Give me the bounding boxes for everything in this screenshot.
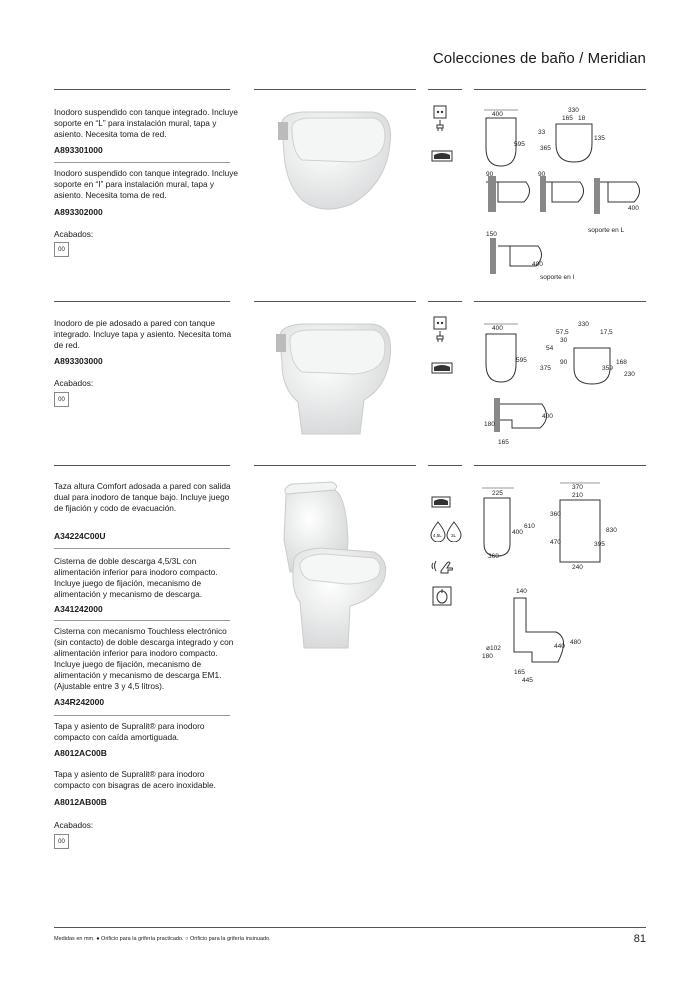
footer-rule: [54, 927, 646, 928]
technical-drawing-2: [478, 318, 648, 448]
footer-note: [54, 936, 271, 942]
rule: [254, 301, 416, 302]
dimension-label: 360: [550, 511, 561, 518]
rimless-bowl-icon: [431, 358, 453, 378]
dimension-label: 240: [572, 564, 583, 571]
dimension-label: 370: [572, 484, 583, 491]
product-description: Tapa y asiento de Supralit® para inodoro compacto con bisagras de acero inoxidable.: [54, 769, 216, 790]
dimension-label: 57,5: [556, 329, 569, 336]
product-code: A341242000: [54, 604, 103, 614]
flush-volume-label: 4,5L: [433, 533, 442, 538]
dimension-label: 230: [624, 371, 635, 378]
open-circle-icon: ○: [185, 936, 189, 942]
dimension-label: 165: [514, 669, 525, 676]
dimension-label: 30: [560, 337, 568, 344]
finishes-label: Acabados:: [54, 820, 94, 830]
finishes-label: Acabados:: [54, 378, 94, 388]
rule: [254, 89, 416, 90]
product-description: Inodoro suspendido con tanque integrado. Incluye soporte en “L” para instalación mural, tapa y asiento. Necesita toma de red.: [54, 107, 239, 139]
dimension-label: 400: [492, 111, 503, 118]
dimension-label: 610: [524, 523, 535, 530]
rule: [54, 162, 230, 163]
finish-swatch: 00: [54, 392, 69, 407]
dimension-label: 180: [484, 421, 495, 428]
footer-note-practiced: Orificio para la grifería practicado.: [101, 936, 184, 942]
rule: [54, 301, 230, 302]
support-label: soporte en L: [588, 227, 625, 234]
dimension-label: 400: [512, 529, 523, 536]
dimension-label: ø102: [486, 645, 501, 652]
product-description: Inodoro de pie adosado a pared con tanque integrado. Incluye tapa y asiento. Necesita toma de red.: [54, 318, 232, 350]
rimless-bowl-icon: [431, 492, 453, 512]
dimension-label: 210: [572, 492, 583, 499]
rule: [474, 89, 646, 90]
soft-close-seat-icon: [431, 586, 453, 606]
support-label: soporte en I: [540, 274, 575, 281]
dimension-label: 140: [516, 588, 527, 595]
wall-hung-toilet-image: [262, 104, 402, 214]
product-code: A34R242000: [54, 697, 105, 707]
dimension-label: 480: [570, 639, 581, 646]
filled-circle-icon: ●: [96, 936, 100, 942]
dimension-label: 150: [486, 231, 497, 238]
dimension-label: 445: [522, 677, 533, 684]
product-code: A8012AC00B: [54, 748, 107, 758]
product-description: Inodoro suspendido con tanque integrado. Incluye soporte en “I” para instalación mural, tapa y asiento. Necesita toma de red.: [54, 168, 239, 200]
technical-drawing-3: [478, 480, 648, 685]
dimension-label: 365: [540, 145, 551, 152]
rule: [428, 301, 462, 302]
finish-swatch: 00: [54, 834, 69, 849]
dimension-label: 400: [492, 325, 503, 332]
dimension-label: 375: [540, 365, 551, 372]
dimension-label: 33: [538, 129, 546, 136]
dimension-label: 330: [578, 321, 589, 328]
rule: [54, 465, 230, 466]
page-number: 81: [633, 933, 646, 945]
dimension-label: 168: [616, 359, 627, 366]
dimension-label: 359: [602, 365, 613, 372]
dimension-label: 17,5: [600, 329, 613, 336]
rule: [54, 715, 230, 716]
dimension-label: 360: [488, 553, 499, 560]
dimension-label: 830: [606, 527, 617, 534]
touchless-hand-icon: [431, 556, 453, 576]
close-coupled-toilet-image: [270, 480, 395, 655]
rule: [474, 301, 646, 302]
finish-swatch: 00: [54, 242, 69, 257]
rimless-bowl-icon: [431, 146, 453, 166]
technical-drawing-1: [478, 104, 648, 284]
dimension-label: 180: [482, 653, 493, 660]
power-outlet-icon: [429, 320, 451, 340]
dimension-label: 470: [550, 539, 561, 546]
product-code: A893302000: [54, 207, 103, 217]
dimension-label: 165: [562, 115, 573, 122]
footer-note-insinuated: Orificio para la grifería insinuado.: [189, 936, 271, 942]
dimension-label: 595: [516, 357, 527, 364]
dimension-label: 595: [514, 141, 525, 148]
dimension-label: 400: [542, 413, 553, 420]
rule: [54, 620, 230, 621]
dimension-label: 225: [492, 490, 503, 497]
page-title: Colecciones de baño / Meridian: [432, 50, 646, 67]
dimension-label: 400: [532, 261, 543, 268]
finishes-label: Acabados:: [54, 229, 94, 239]
dual-flush-icon: [429, 520, 463, 542]
dimension-label: 135: [594, 135, 605, 142]
rule: [254, 465, 416, 466]
rule: [474, 465, 646, 466]
product-code: A8012AB00B: [54, 797, 107, 807]
dimension-label: 90: [560, 359, 568, 366]
rule: [428, 89, 462, 90]
footer-note-units: Medidas en mm.: [54, 936, 95, 942]
product-description: Tapa y asiento de Supralit® para inodoro compacto con caída amortiguada.: [54, 721, 205, 742]
dimension-label: 18: [578, 115, 586, 122]
dimension-label: 395: [594, 541, 605, 548]
product-code: A893301000: [54, 145, 103, 155]
flush-volume-label: 3L: [451, 533, 457, 538]
rule: [428, 465, 462, 466]
dimension-label: 54: [546, 345, 554, 352]
floor-standing-toilet-image: [262, 318, 402, 438]
dimension-label: 400: [628, 205, 639, 212]
power-outlet-icon: [429, 109, 451, 129]
product-code: A34224C00U: [54, 531, 106, 541]
product-description: Cisterna de doble descarga 4,5/3L con alimentación inferior para inodoro compacto. Incluye juego de fijación, mecanismo de alimentación y mecanismo de descarga.: [54, 556, 218, 599]
rule: [54, 548, 230, 549]
rule: [54, 89, 230, 90]
dimension-label: 165: [498, 439, 509, 446]
dimension-label: 440: [554, 643, 565, 650]
dimension-label: 90: [538, 171, 546, 178]
product-code: A893303000: [54, 356, 103, 366]
dimension-label: 90: [486, 171, 494, 178]
dimension-label: 330: [568, 107, 579, 114]
product-description: Cisterna con mecanismo Touchless electrónico (sin contacto) de doble descarga integrado y con alimentación inferior para inodoro compacto. Incluye juego de fijación, mecanismo de alimentación y mecanismo de descarga EM1. (Ajustable entre 3 y 4,5 litros).: [54, 626, 234, 691]
product-description: Taza altura Comfort adosada a pared con salida dual para inodoro de tanque bajo. Incluye juego de fijación y codo de evacuación.: [54, 481, 231, 513]
